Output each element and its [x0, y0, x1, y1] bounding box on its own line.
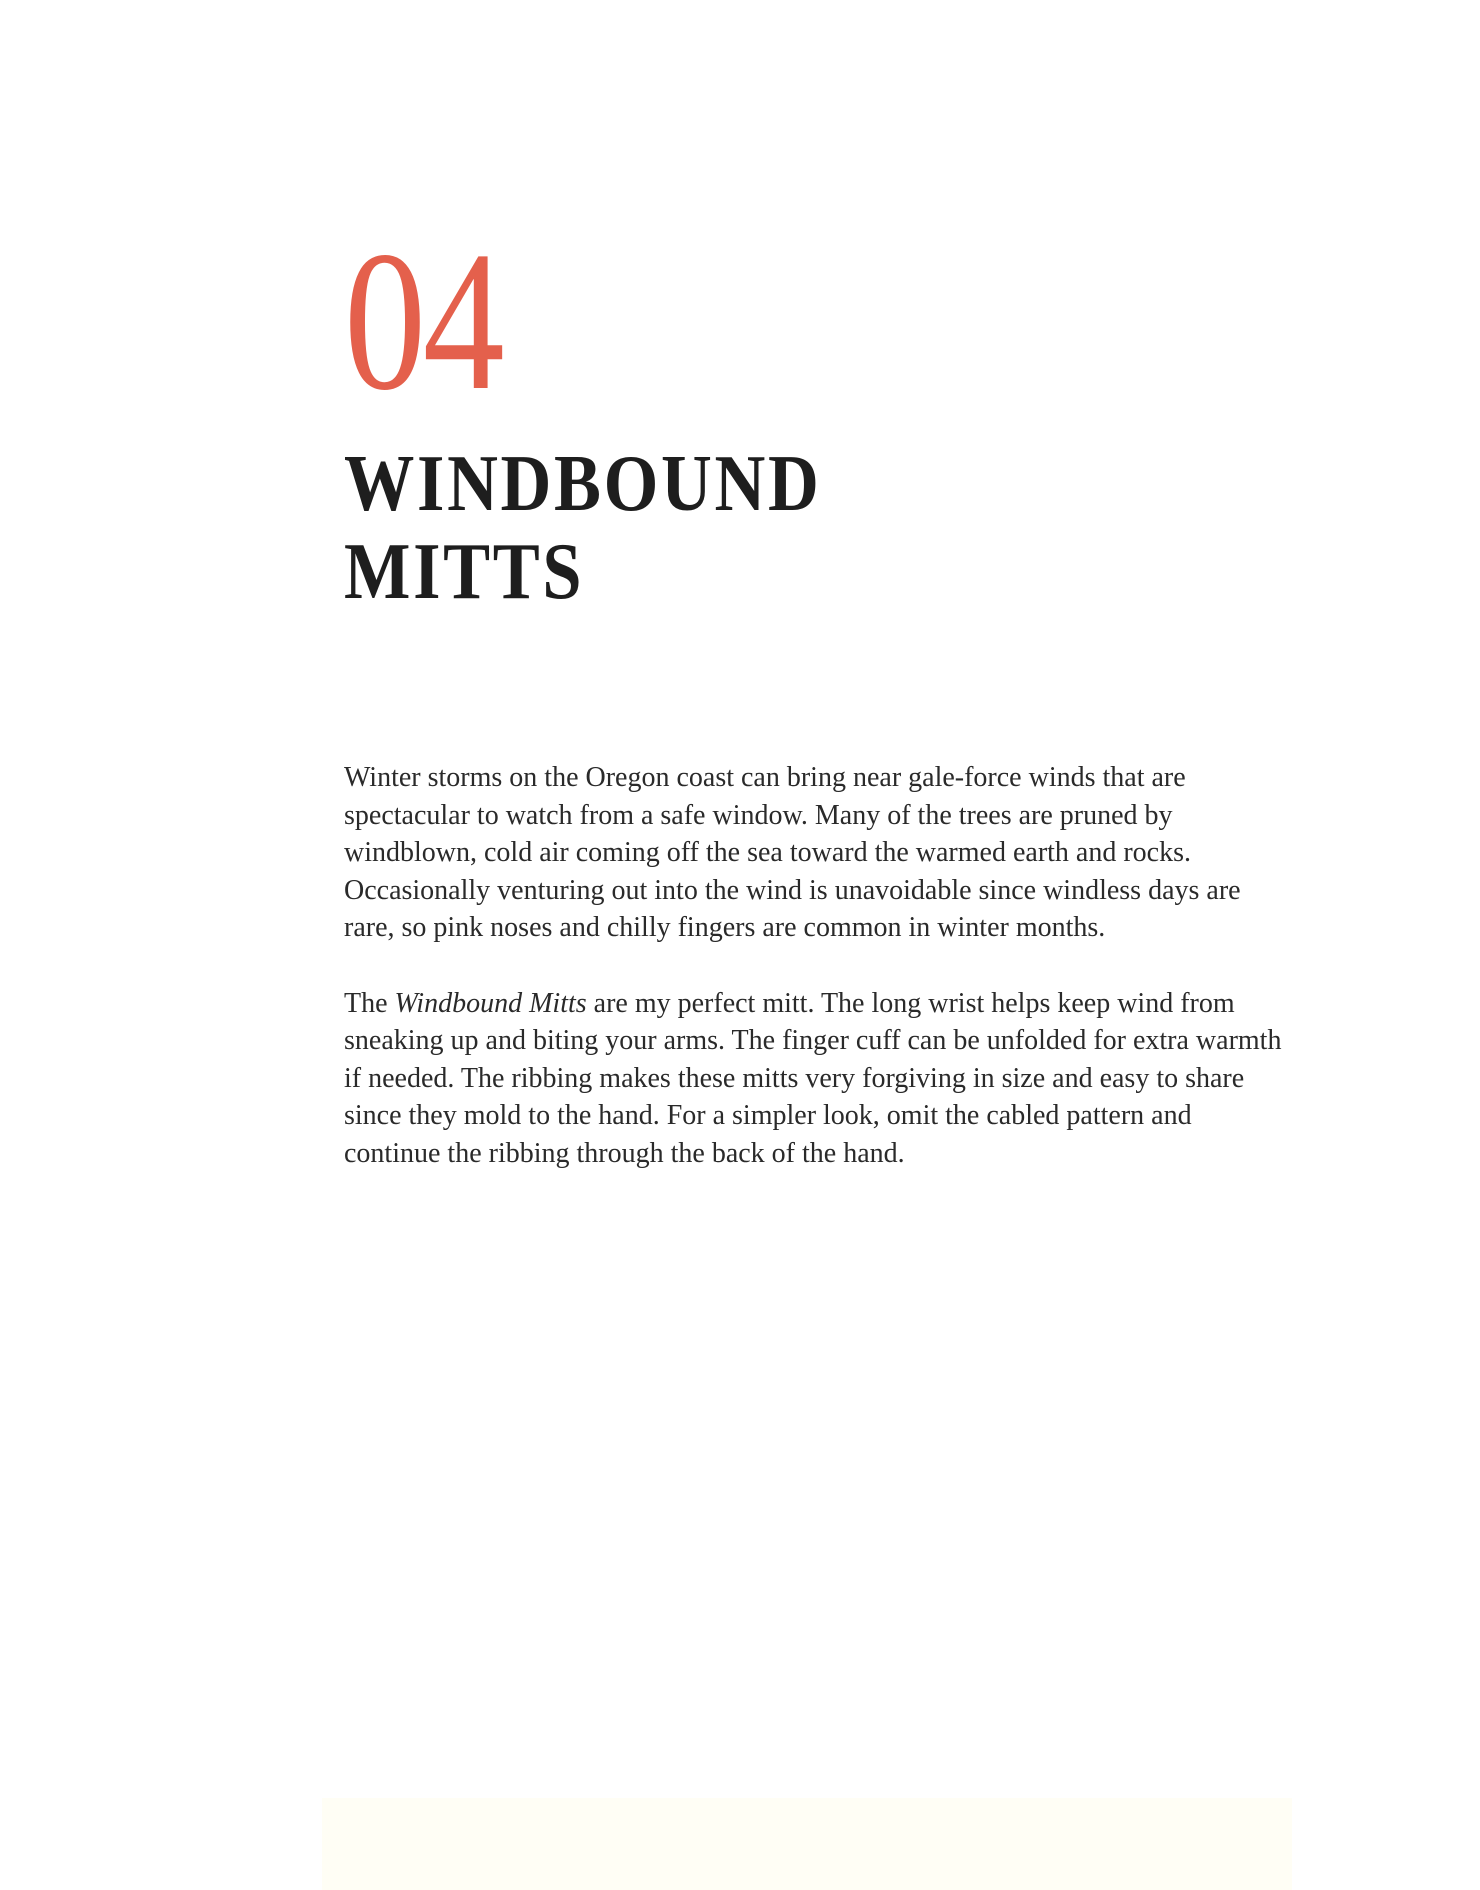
text-line: since they mold to the hand. For a simpler look, omit the cabled pattern and	[344, 1100, 1192, 1132]
chapter-intro	[344, 759, 1344, 1210]
bottom-panel	[322, 1798, 1292, 1890]
text-line: continue the ribbing through the back of the hand.	[344, 1137, 905, 1169]
chapter-title-line-2: MITTS	[344, 528, 585, 616]
text-line: sneaking up and biting your arms. The finger cuff can be unfolded for extra warmth	[344, 1025, 1282, 1057]
text-line: Occasionally venturing out into the wind is unavoidable since windless days are	[344, 874, 1241, 906]
text-line: if needed. The ribbing makes these mitts very forgiving in size and easy to share	[344, 1062, 1245, 1094]
text-prefix: The	[344, 987, 395, 1019]
pattern-name: Windbound Mitts	[394, 987, 587, 1019]
chapter-title-line-1: WINDBOUND	[344, 440, 822, 528]
chapter-number: 04	[344, 211, 502, 432]
text-line: rare, so pink noses and chilly fingers are common in winter months.	[344, 912, 1106, 944]
intro-paragraph-1	[344, 759, 1344, 947]
text-line: Winter storms on the Oregon coast can bring near gale-force winds that are	[344, 762, 1186, 793]
text-line: spectacular to watch from a safe window. Many of the trees are pruned by	[344, 799, 1173, 831]
intro-paragraph-2	[344, 985, 1344, 1173]
text-line: windblown, cold air coming off the sea toward the warmed earth and rocks.	[344, 837, 1191, 869]
text-suffix: are my perfect mitt. The long wrist helps keep wind from	[586, 987, 1235, 1019]
chapter-title	[344, 440, 821, 616]
text-line	[344, 985, 1344, 1023]
